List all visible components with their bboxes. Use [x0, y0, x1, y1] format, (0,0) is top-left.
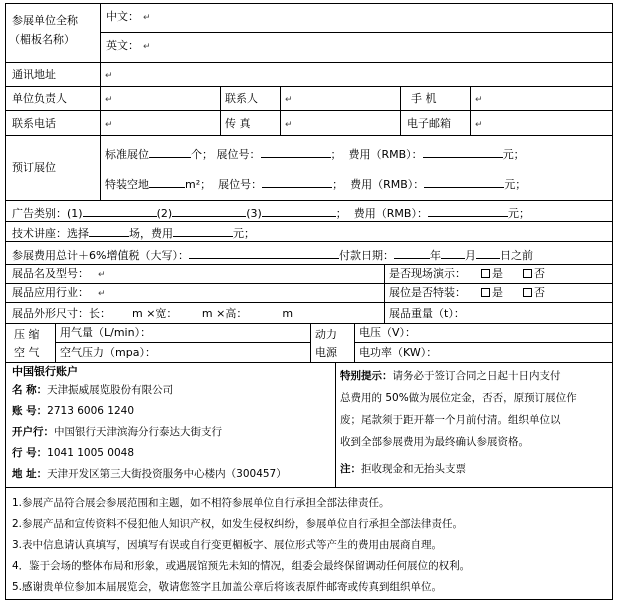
booking-label-cell	[5, 135, 101, 201]
booking-label: 预订展位	[12, 161, 56, 174]
ads-row	[5, 200, 613, 222]
address-label: 通讯地址	[12, 68, 56, 81]
bank-code-row: 行 号：1041 1005 0048	[12, 447, 134, 459]
payment-month-blank[interactable]	[441, 247, 465, 259]
notice-line-1: 特别提示：请务必于签订合同之日起十日内支付	[340, 370, 561, 382]
fax-field[interactable]	[280, 110, 401, 136]
person-in-charge-field[interactable]	[100, 86, 221, 111]
paragraph-mark-icon: ↵	[143, 13, 151, 23]
industry-field[interactable]	[5, 283, 385, 303]
lecture-sessions-blank[interactable]	[89, 225, 129, 237]
address-label-cell	[5, 62, 101, 87]
total-row	[5, 241, 613, 265]
raw-space-line[interactable]: 特装空地 m²； 展位号： ； 费用（RMB）： 元；	[105, 178, 527, 191]
notice-note: 注：拒收现金和无抬头支票	[340, 463, 466, 475]
email-label: 电子邮箱	[407, 117, 451, 130]
standard-booth-line[interactable]: 标准展位 个； 展位号： ； 费用（RMB）： 元；	[105, 148, 525, 161]
notice-line-4: 收到全部参展费用为最终确认参展资格。	[340, 436, 529, 448]
checkbox-icon[interactable]	[523, 288, 532, 297]
live-demo-label: 是否现场演示：	[389, 267, 466, 280]
english-name-field[interactable]	[100, 32, 613, 63]
weight-label: 展品重量（t）：	[389, 307, 465, 320]
unit-name-label-cell	[5, 3, 101, 63]
standard-booth-number-blank[interactable]	[261, 146, 331, 158]
compressed-air-label-cell	[5, 323, 56, 363]
bank-address-row: 地 址：天津开发区第三大街投资服务中心楼内（300457）	[12, 468, 287, 480]
phone-field[interactable]	[100, 110, 221, 136]
voltage-field[interactable]	[354, 323, 613, 343]
paragraph-mark-icon: ↵	[98, 270, 106, 280]
voltage-label: 电压（V）：	[359, 326, 417, 339]
english-label: 英文：	[106, 39, 139, 52]
mobile-label: 手 机	[411, 92, 437, 105]
ad-2-blank[interactable]	[172, 205, 246, 217]
chinese-label: 中文：	[106, 10, 139, 23]
term-item: 4．鉴于会场的整体布局和形象，或遇展馆预先未知的情况，组委会最终保留调动任何展位的权利。	[12, 560, 471, 572]
paragraph-mark-icon: ↵	[475, 95, 483, 105]
lecture-row	[5, 221, 613, 242]
paragraph-mark-icon: ↵	[285, 95, 293, 105]
ad-3-blank[interactable]	[262, 205, 336, 217]
paragraph-mark-icon: ↵	[105, 71, 113, 81]
contact-label-cell	[220, 86, 281, 111]
raw-space-number-blank[interactable]	[262, 176, 332, 188]
air-pressure-label: 空气压力（mpa）：	[60, 346, 156, 359]
total-amount-blank[interactable]	[189, 247, 339, 259]
person-label-cell	[5, 86, 101, 111]
notice-line-2: 总费用的 50%做为展位定金，否否，原预订展位作	[340, 392, 577, 404]
paragraph-mark-icon: ↵	[285, 120, 293, 130]
chinese-name-field[interactable]	[100, 3, 613, 33]
contact-field[interactable]	[280, 86, 401, 111]
dimensions-line: 展品外形尺寸：长： m ×宽： m ×高： m	[12, 307, 294, 320]
term-item: 1.参展产品符合展会参展范围和主题，如不相符参展单位自行承担全部法律责任。	[12, 497, 390, 509]
live-demo-cell	[384, 264, 613, 284]
mobile-field[interactable]	[470, 86, 613, 111]
checkbox-icon[interactable]	[481, 288, 490, 297]
paragraph-mark-icon: ↵	[475, 120, 483, 130]
fax-label: 传 真	[225, 117, 251, 130]
phone-label: 联系电话	[12, 117, 56, 130]
phone-label-cell	[5, 110, 101, 136]
contact-label: 联系人	[225, 92, 258, 105]
standard-booth-fee-blank[interactable]	[423, 146, 503, 158]
compressed-label-2: 空 气	[14, 346, 40, 359]
total-line[interactable]: 参展费用总计＋6%增值税（大写）： 付款日期： 年 月 日之前	[12, 249, 533, 262]
compressed-label-1: 压 缩	[14, 328, 40, 341]
terms-panel	[5, 487, 613, 600]
checkbox-icon[interactable]	[481, 269, 490, 278]
notice-line-3: 废；尾款须于距开幕一个月前付清。组织单位以	[340, 414, 561, 426]
exhibit-name-label: 展品名及型号：	[12, 267, 89, 280]
person-in-charge-label: 单位负责人	[12, 92, 67, 105]
power-rate-field[interactable]	[354, 342, 613, 363]
exhibit-name-field[interactable]	[5, 264, 385, 284]
lecture-line[interactable]: 技术讲座：选择 场，费用 元；	[12, 227, 255, 240]
special-booth-yes-option[interactable]: 是	[481, 286, 503, 300]
bank-title: 中国银行账户	[12, 365, 78, 378]
power-label-cell	[310, 323, 355, 363]
email-label-cell	[400, 110, 471, 136]
term-item: 3.表中信息请认真填写，因填写有误或自行变更楣板字、展位形式等产生的费用由展商自理。	[12, 539, 443, 551]
lecture-fee-blank[interactable]	[173, 225, 233, 237]
fax-label-cell	[220, 110, 281, 136]
raw-space-fee-blank[interactable]	[424, 176, 504, 188]
ad-1-blank[interactable]	[83, 205, 157, 217]
paragraph-mark-icon: ↵	[105, 95, 113, 105]
standard-booth-count-blank[interactable]	[149, 146, 191, 158]
payment-day-blank[interactable]	[476, 247, 500, 259]
air-usage-label: 用气量（L/min）：	[60, 326, 152, 339]
power-label-2: 电源	[315, 346, 337, 359]
power-rate-label: 电功率（KW）：	[359, 346, 438, 359]
booking-content	[100, 135, 613, 201]
special-booth-label: 展位是否特装：	[389, 286, 466, 299]
bank-account-row: 账 号：2713 6006 1240	[12, 405, 134, 417]
unit-name-label: 参展单位全称	[12, 14, 78, 27]
bank-branch-row: 开户行：中国银行天津滨海分行泰达大街支行	[12, 426, 222, 438]
air-usage-field[interactable]	[55, 323, 311, 343]
paragraph-mark-icon: ↵	[105, 120, 113, 130]
ads-line[interactable]: 广告类别：(1) (2) (3) ； 费用（RMB）： 元；	[12, 207, 530, 220]
power-label-1: 动力	[315, 328, 337, 341]
checkbox-icon[interactable]	[523, 269, 532, 278]
bank-account-panel	[5, 362, 336, 488]
paragraph-mark-icon: ↵	[98, 289, 106, 299]
term-item: 5.感谢贵单位参加本届展览会，敬请您签字且加盖公章后将该表原件邮寄或传真到组织单位。	[12, 581, 443, 593]
mobile-label-cell	[400, 86, 471, 111]
term-item: 2.参展产品和宣传资料不侵犯他人知识产权，如发生侵权纠纷，参展单位自行承担全部法律责任。	[12, 518, 464, 530]
special-booth-no-option[interactable]: 否	[523, 286, 545, 300]
special-notice-panel	[335, 362, 613, 488]
raw-space-area-blank[interactable]	[149, 176, 185, 188]
dimensions-field[interactable]	[5, 302, 385, 324]
special-booth-cell	[384, 283, 613, 303]
industry-label: 展品应用行业：	[12, 286, 89, 299]
address-field[interactable]	[100, 62, 613, 87]
weight-field[interactable]	[384, 302, 613, 324]
fascia-label: （楣板名称）	[9, 33, 75, 46]
bank-name-row: 名 称：天津振威展览股份有限公司	[12, 384, 174, 396]
email-field[interactable]	[470, 110, 613, 136]
ad-fee-blank[interactable]	[428, 205, 508, 217]
payment-year-blank[interactable]	[394, 247, 430, 259]
paragraph-mark-icon: ↵	[143, 42, 151, 52]
air-pressure-field[interactable]	[55, 342, 311, 363]
live-demo-no-option[interactable]: 否	[523, 267, 545, 281]
live-demo-yes-option[interactable]: 是	[481, 267, 503, 281]
